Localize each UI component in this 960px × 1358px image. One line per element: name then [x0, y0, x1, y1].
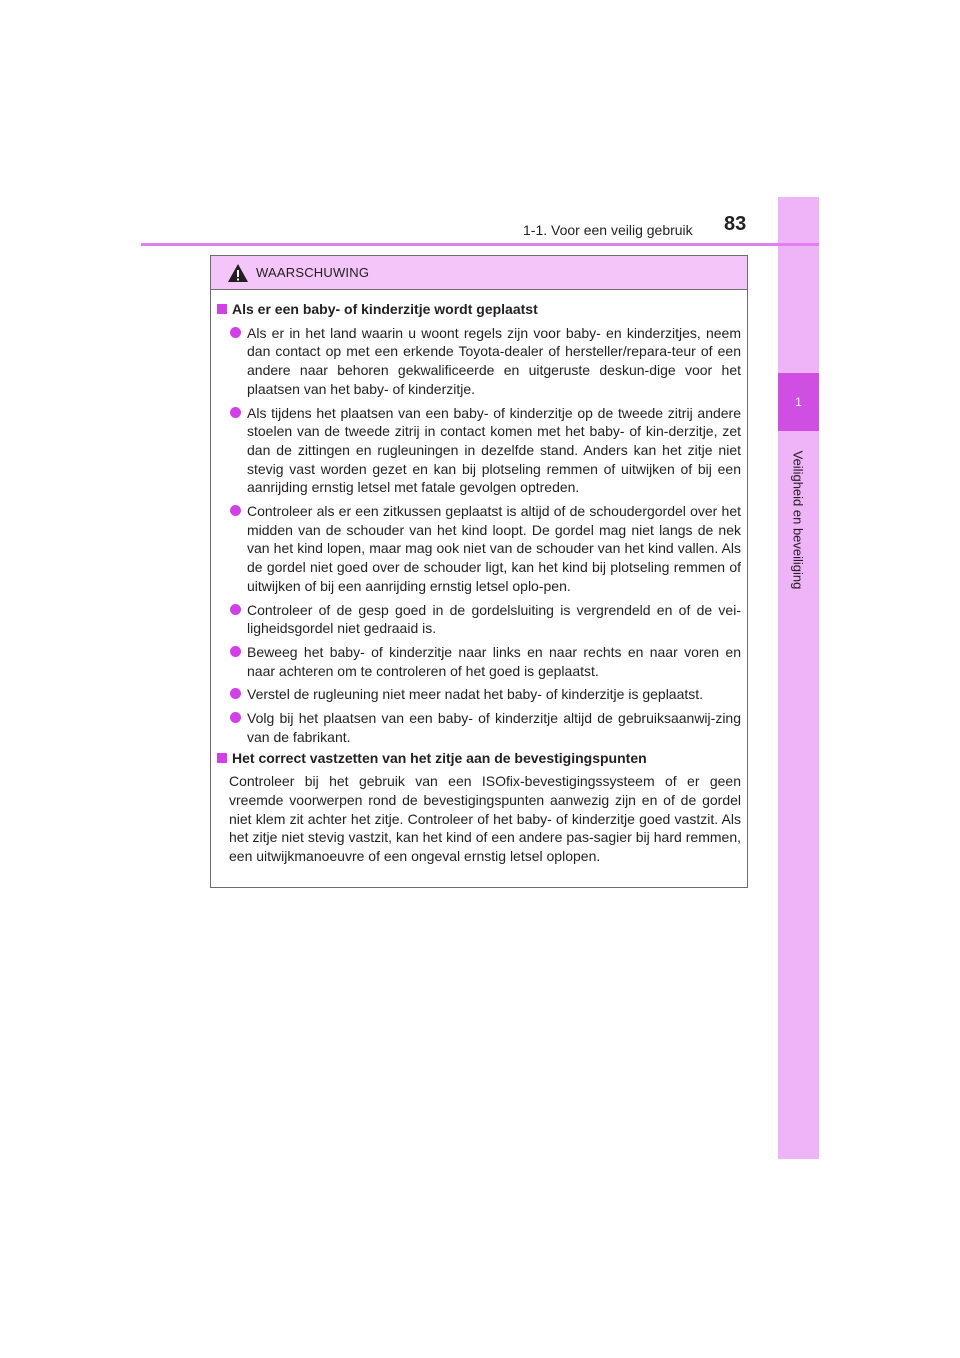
list-item: Controleer of de gesp goed in de gordelsluiting is vergrendeld en of de vei-ligheidsgordel niet gedraaid is.	[229, 601, 741, 638]
section-title: 1-1. Voor een veilig gebruik	[523, 222, 693, 238]
square-bullet-icon	[217, 753, 227, 763]
header-rule	[141, 243, 819, 246]
round-bullet-icon	[230, 327, 241, 338]
warning-body	[211, 290, 747, 866]
round-bullet-icon	[230, 646, 241, 657]
list-item: Volg bij het plaatsen van een baby- of kinderzitje altijd de gebruiksaanwij-zing van de fabrikant.	[229, 709, 741, 746]
list-item: Controleer als er een zitkussen geplaatst is altijd of de schoudergordel over het midden van de schouder van het kind loopt. De gordel mag niet langs de nek van het kind lopen, maar mag ook niet van de schouder van het kind vallen. Als de gordel niet goed over de schouder ligt, kan het kind bij plotseling remmen of uitwijken of bij een aanrijding ernstig letsel oplo-pen.	[229, 502, 741, 596]
list-item: Als tijdens het plaatsen van een baby- of kinderzitje op de tweede zitrij andere stoelen van de tweede zitrij in contact komen met het baby- of kin-derzitje, zet dan de zittingen en rugleuningen in dezelfde stand. Anders kan het zitje niet stevig vast worden gezet en kan bij plotseling remmen of uitwijken of bij een aanrijding ernstig letsel met fatale gevolgen optreden.	[229, 404, 741, 498]
list-item: Beweeg het baby- of kinderzitje naar links en naar rechts en naar voren en naar achteren om te controleren of het goed is geplaatst.	[229, 643, 741, 680]
round-bullet-icon	[230, 688, 241, 699]
section-paragraph: Controleer bij het gebruik van een ISOfix-bevestigingssysteem of er geen vreemde voorwerpen rond de bevestigingspunten aanwezig zijn en of de gordel niet klem zit achter het zitje. Controleer of het baby- of kinderzitje goed vastzit. Als het zitje niet stevig vastzit, kan het kind of een andere pas-sagier bij hard remmen, een uitwijkmanoeuvre of een ongeval ernstig letsel oplopen.	[229, 773, 741, 864]
side-chapter-tab	[778, 197, 819, 1159]
page-number: 83	[724, 213, 747, 235]
chapter-number: 1	[795, 395, 802, 409]
section-heading: Het correct vastzetten van het zitje aan de bevestigingspunten	[217, 749, 741, 768]
chapter-number-tab	[778, 373, 819, 431]
list-item: Als er in het land waarin u woont regels zijn voor baby- en kinderzitjes, neem dan contact op met een erkende Toyota-dealer of hersteller/repara-teur of een andere naar behoren gekwalificeerde en uitgeruste deskun-dige voor het plaatsen van het baby- of kinderzitje.	[229, 324, 741, 399]
warning-header	[211, 256, 747, 290]
chapter-label: Veiligheid en beveiliging	[790, 450, 806, 590]
square-bullet-icon	[217, 304, 227, 314]
round-bullet-icon	[230, 712, 241, 723]
warning-heading: WAARSCHUWING	[256, 265, 370, 280]
round-bullet-icon	[230, 505, 241, 516]
round-bullet-icon	[230, 407, 241, 418]
list-item: Verstel de rugleuning niet meer nadat het baby- of kinderzitje is geplaatst.	[229, 685, 741, 704]
warning-triangle-icon	[227, 263, 249, 283]
section-heading: Als er een baby- of kinderzitje wordt geplaatst	[217, 300, 741, 319]
round-bullet-icon	[230, 604, 241, 615]
warning-box	[210, 255, 748, 888]
